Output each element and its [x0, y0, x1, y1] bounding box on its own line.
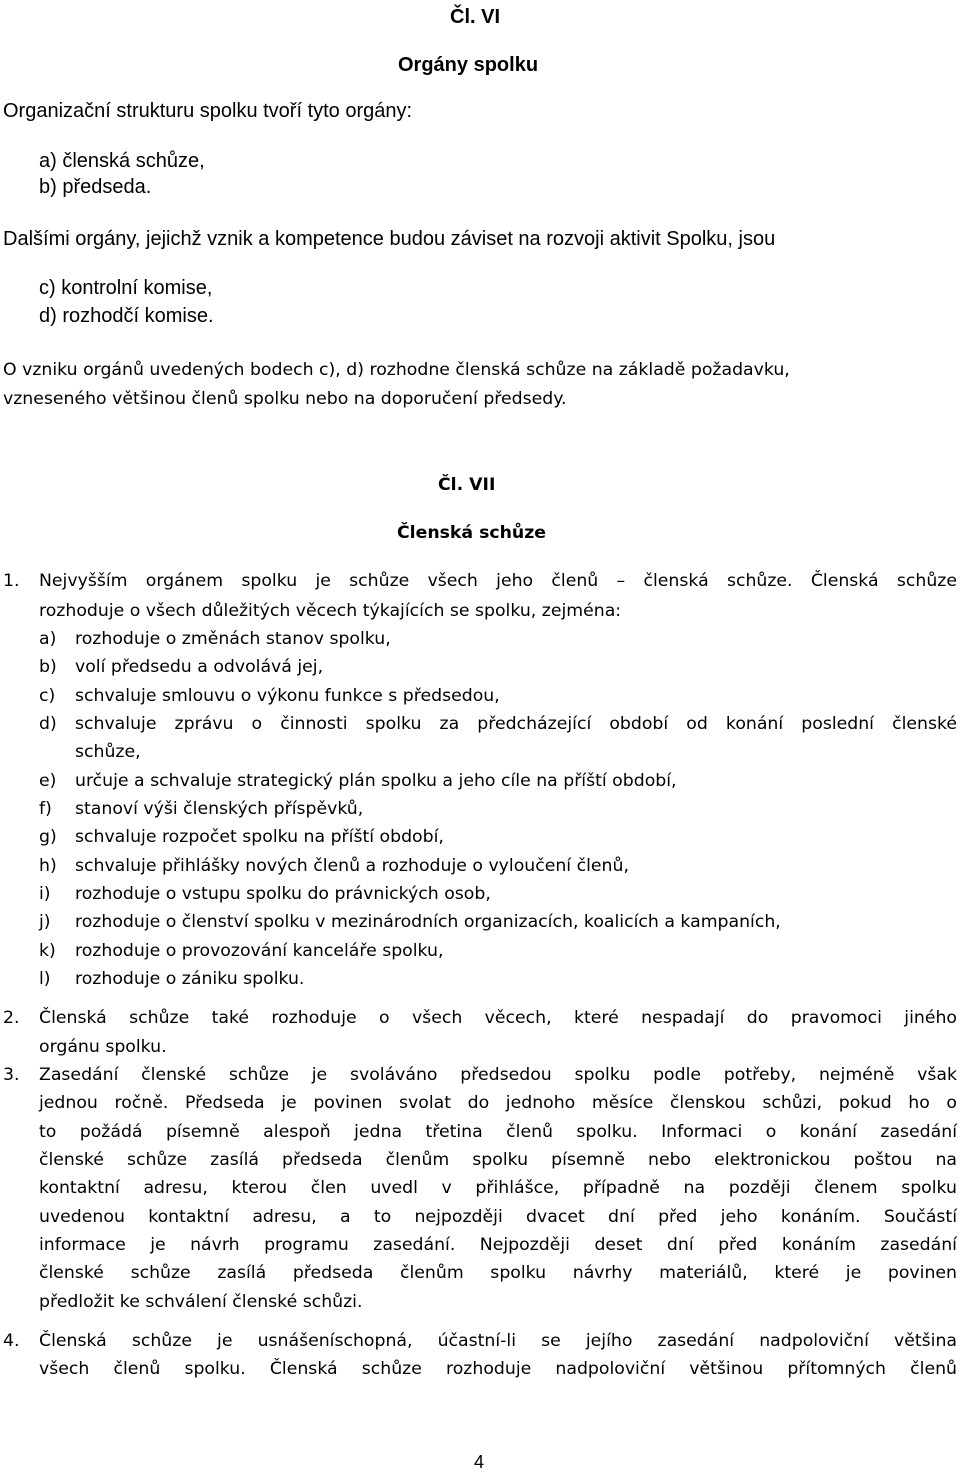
- item-text: schvaluje zprávu o činnosti spolku za předcházející období od konání poslední členské: [75, 714, 957, 734]
- page-number: 4: [474, 1452, 485, 1472]
- paragraph-2-line: Členská schůze také rozhoduje o všech věcech, které nespadají do pravomoci jiného: [39, 1008, 957, 1028]
- paragraph-3-line: předložit ke schválení členské schůzi.: [39, 1292, 363, 1312]
- paragraph-number: 1.: [3, 571, 20, 591]
- paragraph-3-line: jednou ročně. Předseda je povinen svolat do jednoho měsíce členskou schůzi, pokud ho o: [39, 1093, 957, 1113]
- article-6-intro: Organizační strukturu spolku tvoří tyto orgány:: [3, 100, 413, 122]
- item-text: schvaluje rozpočet spolku na příští období,: [75, 827, 444, 847]
- paragraph-3-line: to požádá písemně alespoň jedna třetina členů spolku. Informaci o konání zasedání: [39, 1122, 957, 1142]
- paragraph-3-line: kontaktní adresu, kterou člen uvedl v přihlášce, případně na později členem spolku: [39, 1178, 957, 1198]
- paragraph-number: 2.: [3, 1008, 20, 1028]
- article-6-heading: Čl. VI: [450, 6, 501, 28]
- item-text: stanoví výši členských příspěvků,: [75, 799, 364, 819]
- item-text: rozhoduje o změnách stanov spolku,: [75, 629, 391, 649]
- paragraph-3-line: členské schůze zasílá předseda členům spolku písemně nebo elektronickou poštou na: [39, 1150, 957, 1170]
- paragraph-4-line: všech členů spolku. Členská schůze rozhoduje nadpoloviční většinou přítomných členů: [39, 1359, 957, 1379]
- article-6-title: Orgány spolku: [398, 54, 539, 76]
- item-label: k): [39, 941, 56, 961]
- item-label: e): [39, 771, 57, 791]
- item-label: d): [39, 714, 57, 734]
- paragraph-3-line: informace je návrh programu zasedání. Nejpozději deset dní před konáním zasedání: [39, 1235, 957, 1255]
- paragraph-1-line: Nejvyšším orgánem spolku je schůze všech jeho členů – členská schůze. Členská schůze: [39, 571, 957, 591]
- paragraph-3-line: členské schůze zasílá předseda členům spolku návrhy materiálů, které je povinen: [39, 1263, 957, 1283]
- item-text: rozhoduje o vstupu spolku do právnických osob,: [75, 884, 491, 904]
- item-text: schvaluje přihlášky nových členů a rozhoduje o vyloučení členů,: [75, 856, 629, 876]
- list-item: a) členská schůze,: [39, 150, 205, 172]
- paragraph-2-line: orgánu spolku.: [39, 1037, 167, 1057]
- item-label: c): [39, 686, 56, 706]
- item-label: i): [39, 884, 51, 904]
- item-label: a): [39, 629, 57, 649]
- paragraph-number: 4.: [3, 1331, 20, 1351]
- article-6-paragraph: vzneseného většinou členů spolku nebo na doporučení předsedy.: [3, 389, 567, 409]
- paragraph-3-line: uvedenou kontaktní adresu, a to nejpozději dvacet dní před jeho konáním. Součástí: [39, 1207, 957, 1227]
- item-label: b): [39, 657, 57, 677]
- list-item: c) kontrolní komise,: [39, 277, 213, 299]
- item-text: rozhoduje o členství spolku v mezinárodních organizacích, koalicích a kampaních,: [75, 912, 781, 932]
- item-label: j): [39, 912, 51, 932]
- item-text-continuation: schůze,: [75, 742, 141, 762]
- item-label: f): [39, 799, 52, 819]
- item-text: určuje a schvaluje strategický plán spolku a jeho cíle na příští období,: [75, 771, 677, 791]
- paragraph-4-line: Členská schůze je usnášeníschopná, účastní-li se jejího zasedání nadpoloviční většina: [39, 1331, 957, 1351]
- item-text: rozhoduje o zániku spolku.: [75, 969, 305, 989]
- item-text: schvaluje smlouvu o výkonu funkce s předsedou,: [75, 686, 500, 706]
- list-item: b) předseda.: [39, 176, 152, 198]
- article-7-heading: Čl. VII: [438, 475, 496, 495]
- item-label: h): [39, 856, 57, 876]
- item-text: volí předsedu a odvolává jej,: [75, 657, 324, 677]
- paragraph-3-line: Zasedání členské schůze je svoláváno předsedou spolku podle potřeby, nejméně však: [39, 1065, 957, 1085]
- item-label: g): [39, 827, 57, 847]
- paragraph-1-line: rozhoduje o všech důležitých věcech týkajících se spolku, zejména:: [39, 601, 622, 621]
- article-7-title: Členská schůze: [397, 523, 547, 543]
- item-label: l): [39, 969, 51, 989]
- article-6-paragraph: O vzniku orgánů uvedených bodech c), d) rozhodne členská schůze na základě požadavku,: [3, 360, 790, 380]
- item-text: rozhoduje o provozování kanceláře spolku,: [75, 941, 444, 961]
- list-item: d) rozhodčí komise.: [39, 305, 214, 327]
- paragraph-number: 3.: [3, 1065, 20, 1085]
- article-6-further: Dalšími orgány, jejichž vznik a kompetence budou záviset na rozvoji aktivit Spolku, jsou: [3, 228, 776, 250]
